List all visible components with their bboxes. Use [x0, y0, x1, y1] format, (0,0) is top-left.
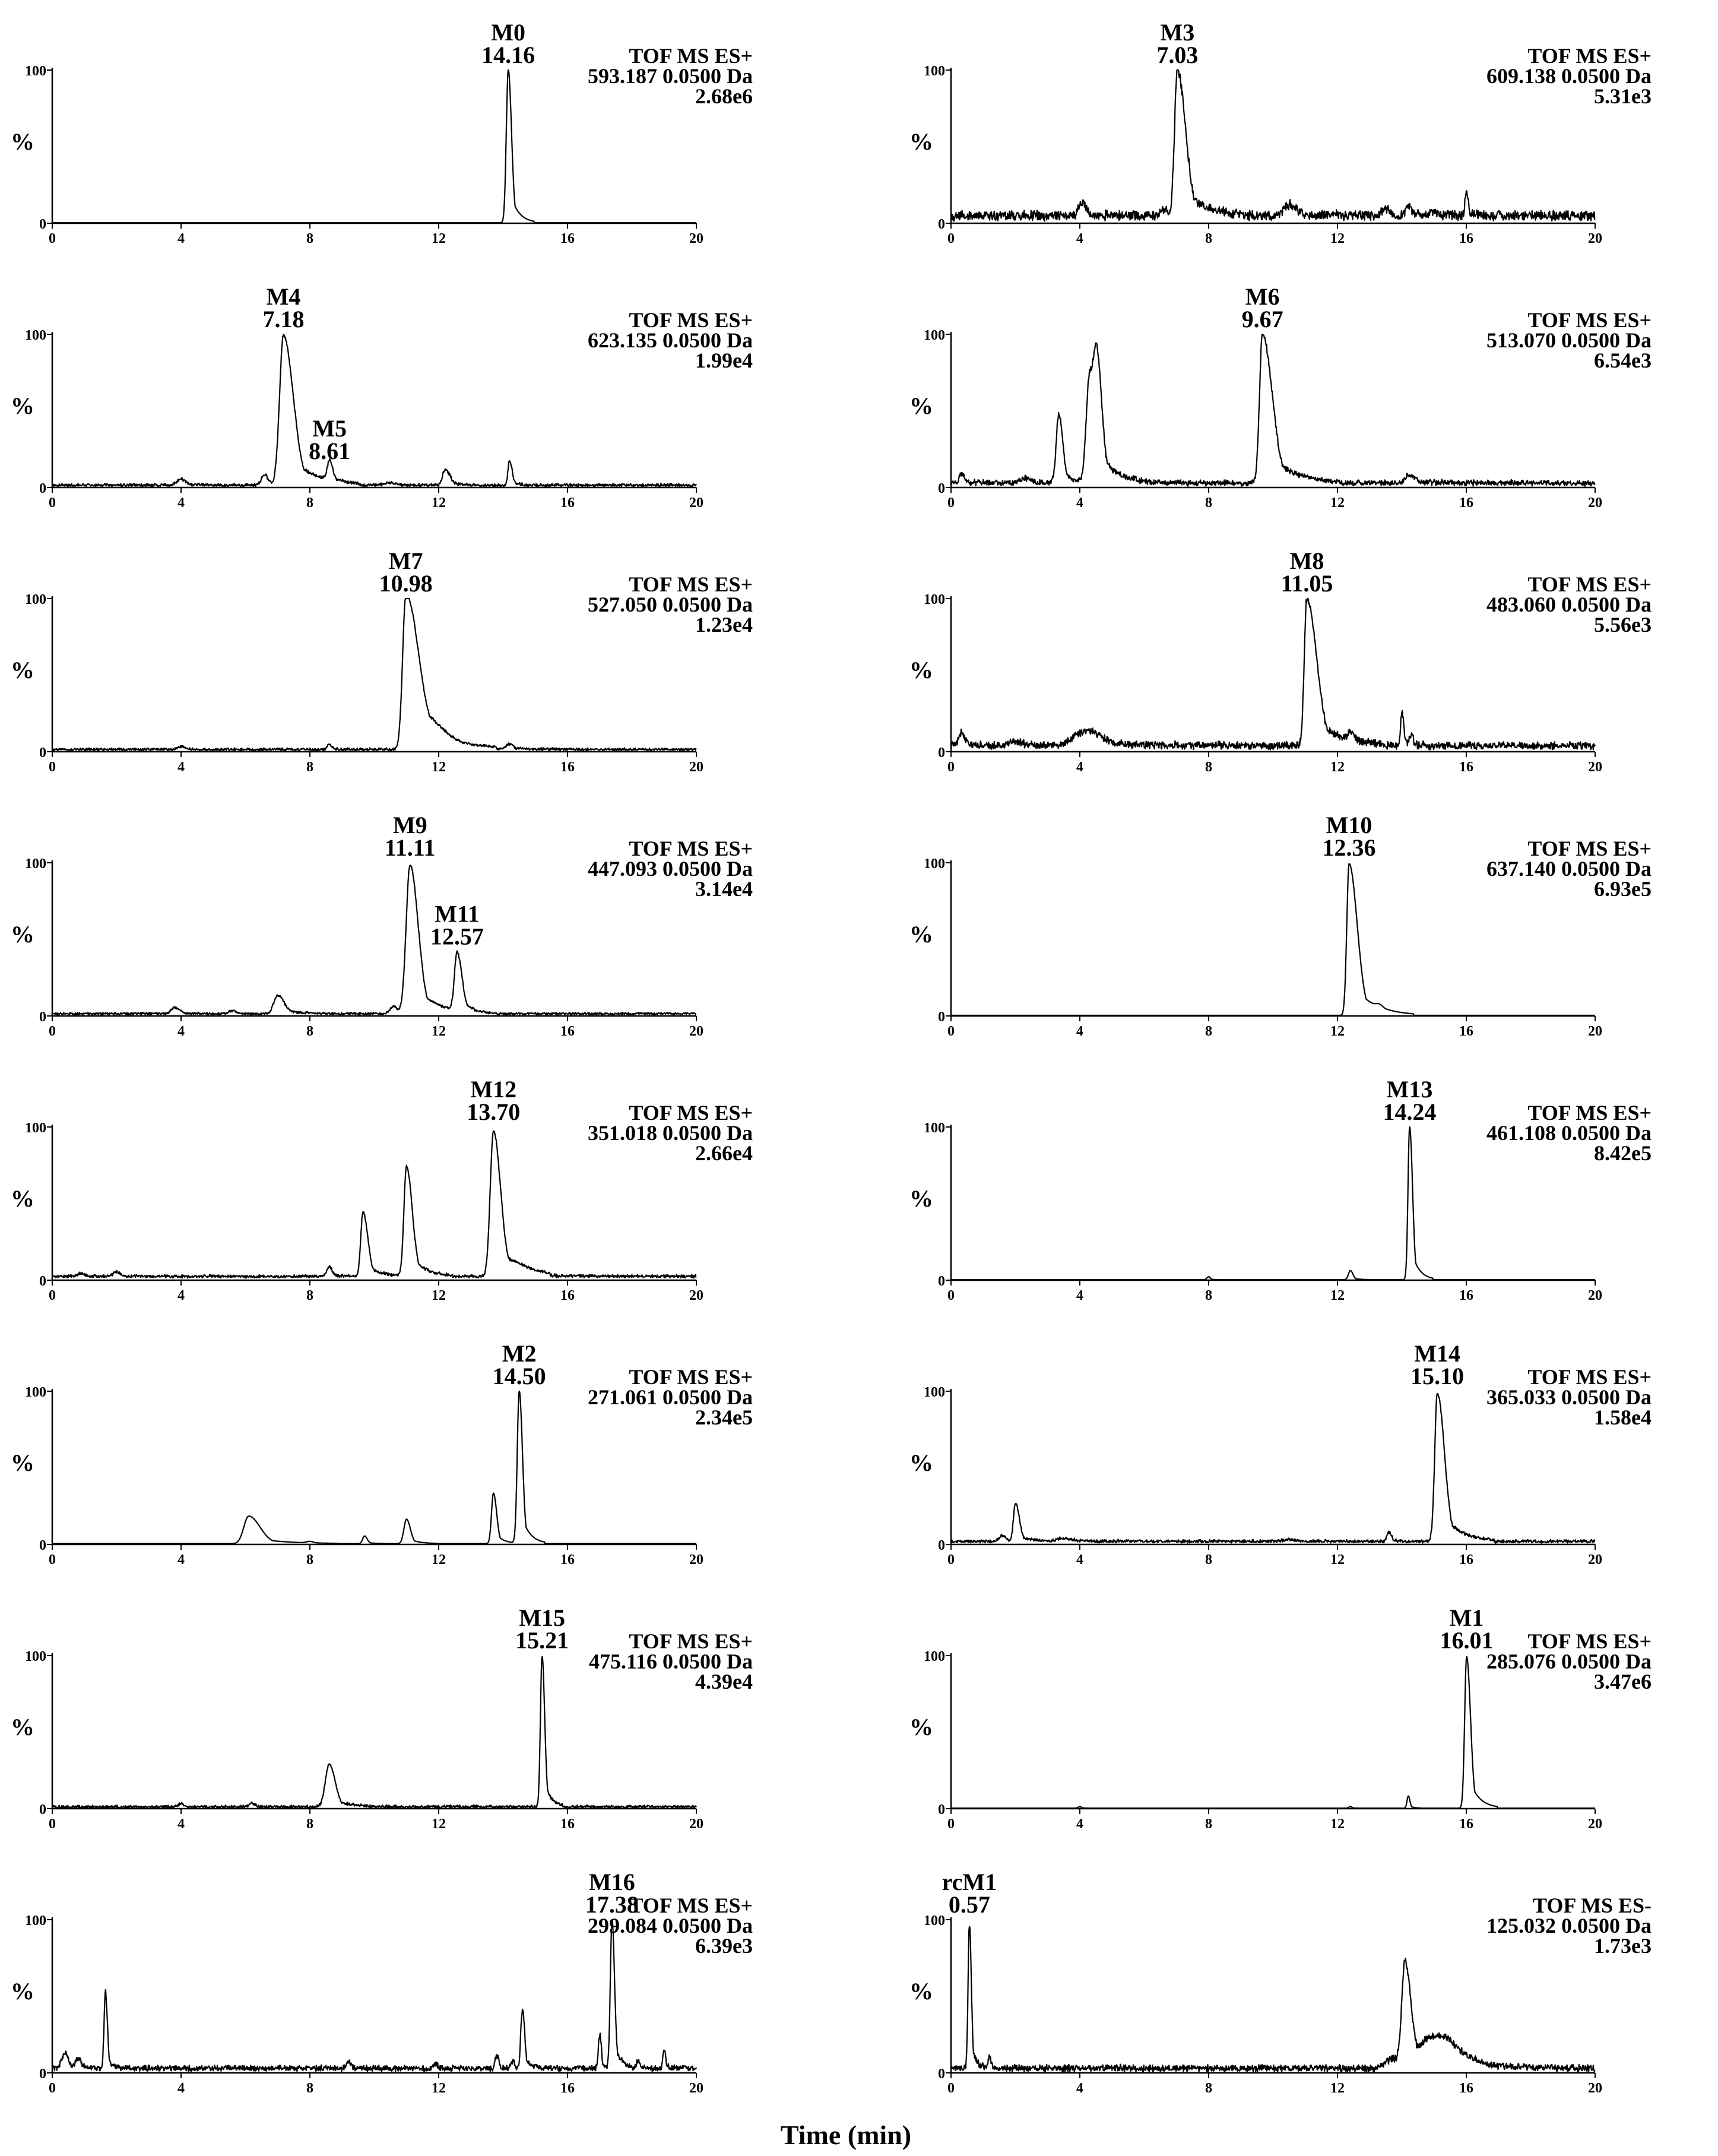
x-tick-label: 12 [432, 1288, 446, 1303]
ms-info-line: 285.076 0.0500 Da [1486, 1650, 1652, 1673]
y-tick-label: 0 [938, 481, 945, 496]
panel-m6 [909, 283, 1652, 511]
panel-m9-m11 [11, 812, 753, 1039]
x-tick-label: 12 [1330, 1288, 1345, 1303]
peak-rt-label: 7.18 [262, 306, 305, 333]
x-tick-label: 0 [947, 495, 955, 511]
x-tick-label: 20 [1588, 759, 1602, 775]
y-tick-label: 0 [938, 1274, 945, 1289]
trace-line [951, 1657, 1595, 1808]
peak-name-label: M6 [1245, 283, 1280, 310]
y-tick-label: 0 [938, 1009, 945, 1025]
panel-m1 [909, 1604, 1652, 1832]
y-tick-label: 100 [25, 64, 46, 79]
panels-group [11, 19, 1652, 2096]
peak-name-label: M4 [266, 283, 301, 310]
x-tick-label: 8 [1205, 759, 1212, 775]
peak-name-label: rcM1 [942, 1869, 997, 1895]
y-axis-label: % [909, 1449, 933, 1476]
x-axis-title: Time (min) [780, 2120, 912, 2150]
ms-info-line: 4.39e4 [695, 1670, 753, 1693]
ms-info-line: 6.93e5 [1594, 877, 1652, 901]
x-tick-label: 20 [1588, 1288, 1602, 1303]
peak-rt-label: 8.61 [309, 437, 351, 464]
y-tick-label: 0 [39, 1538, 46, 1553]
x-tick-label: 20 [689, 1816, 703, 1832]
ms-info-line: 483.060 0.0500 Da [1486, 593, 1652, 616]
x-tick-label: 12 [1330, 1024, 1345, 1039]
x-tick-label: 8 [1205, 231, 1212, 246]
x-tick-label: 20 [1588, 495, 1602, 511]
x-tick-label: 20 [689, 495, 703, 511]
ms-info-line: 5.31e3 [1594, 84, 1652, 108]
panel-m12 [11, 1076, 753, 1303]
x-tick-label: 12 [432, 1552, 446, 1568]
trace-line [951, 864, 1595, 1015]
ms-info-line: 1.23e4 [695, 613, 753, 637]
panel-m14 [909, 1340, 1652, 1568]
panel-m0 [11, 19, 753, 246]
x-tick-label: 16 [1459, 1552, 1473, 1568]
peak-name-label: M2 [502, 1340, 537, 1367]
panel-m2 [11, 1340, 753, 1568]
y-axis-label: % [11, 1185, 34, 1212]
ms-info-line: 461.108 0.0500 Da [1486, 1121, 1652, 1145]
x-tick-label: 16 [560, 1024, 575, 1039]
y-tick-label: 100 [924, 1913, 945, 1929]
x-tick-label: 4 [177, 231, 185, 246]
x-tick-label: 8 [1205, 1024, 1212, 1039]
x-tick-label: 12 [1330, 1552, 1345, 1568]
panel-m16 [11, 1869, 753, 2096]
x-tick-label: 20 [689, 231, 703, 246]
x-tick-label: 4 [177, 1024, 185, 1039]
panel-m4-m5 [11, 283, 753, 511]
x-tick-label: 12 [432, 759, 446, 775]
x-tick-label: 0 [947, 231, 955, 246]
y-axis-label: % [11, 921, 34, 948]
x-tick-label: 16 [1459, 1024, 1473, 1039]
y-tick-label: 0 [938, 217, 945, 232]
x-tick-label: 4 [1076, 2081, 1083, 2096]
y-tick-label: 100 [924, 1120, 945, 1136]
peak-rt-label: 15.21 [515, 1627, 569, 1654]
ms-info-line: TOF MS ES+ [629, 1629, 753, 1653]
ms-info-line: TOF MS ES+ [629, 837, 753, 860]
ms-info-line: 1.73e3 [1594, 1934, 1652, 1958]
x-tick-label: 12 [432, 1816, 446, 1832]
peak-name-label: M15 [519, 1604, 566, 1631]
x-tick-label: 0 [947, 1816, 955, 1832]
peak-name-label: M8 [1289, 547, 1324, 574]
y-tick-label: 100 [25, 1120, 46, 1136]
y-axis-label: % [11, 1714, 34, 1740]
trace-line [52, 70, 696, 223]
x-tick-label: 4 [1076, 1816, 1083, 1832]
peak-rt-label: 0.57 [948, 1891, 990, 1918]
x-tick-label: 0 [947, 759, 955, 775]
peak-rt-label: 16.01 [1440, 1627, 1494, 1654]
x-tick-label: 12 [432, 495, 446, 511]
x-tick-label: 12 [432, 1024, 446, 1039]
ms-info-line: 271.061 0.0500 Da [588, 1385, 753, 1409]
ms-info-line: 609.138 0.0500 Da [1486, 64, 1652, 88]
peak-name-label: M1 [1449, 1604, 1484, 1631]
x-tick-label: 8 [306, 231, 313, 246]
y-axis-label: % [11, 657, 34, 683]
x-tick-label: 8 [306, 1816, 313, 1832]
peak-rt-label: 12.36 [1322, 834, 1376, 861]
x-tick-label: 4 [1076, 495, 1083, 511]
ms-info-line: 299.084 0.0500 Da [588, 1914, 753, 1937]
y-axis-label: % [11, 128, 34, 155]
x-tick-label: 4 [1076, 1024, 1083, 1039]
x-tick-label: 20 [1588, 1552, 1602, 1568]
ms-info-line: 2.66e4 [695, 1141, 753, 1165]
y-tick-label: 0 [39, 1802, 46, 1818]
peak-rt-label: 14.24 [1383, 1098, 1437, 1125]
ms-info-line: 637.140 0.0500 Da [1486, 857, 1652, 881]
x-tick-label: 20 [1588, 2081, 1602, 2096]
ms-info-line: TOF MS ES+ [1527, 308, 1652, 332]
peak-rt-label: 12.57 [430, 923, 484, 950]
peak-rt-label: 10.98 [379, 570, 433, 597]
ms-info-line: TOF MS ES+ [629, 308, 753, 332]
y-axis-label: % [909, 921, 933, 948]
trace-line [951, 1927, 1595, 2072]
x-tick-label: 16 [1459, 1288, 1473, 1303]
x-tick-label: 0 [49, 1024, 56, 1039]
ms-info-line: TOF MS ES+ [629, 572, 753, 596]
peak-name-label: M16 [588, 1869, 635, 1895]
ms-info-line: TOF MS ES+ [1527, 1365, 1652, 1389]
panel-m10 [909, 812, 1652, 1039]
x-tick-label: 0 [947, 1552, 955, 1568]
ms-info-line: 6.54e3 [1594, 349, 1652, 372]
x-tick-label: 4 [177, 759, 185, 775]
panel-m13 [909, 1076, 1652, 1303]
y-tick-label: 0 [39, 1274, 46, 1289]
ms-info-line: TOF MS ES- [1532, 1894, 1652, 1917]
y-axis-label: % [909, 1714, 933, 1740]
ms-info-line: 5.56e3 [1594, 613, 1652, 637]
x-tick-label: 8 [306, 495, 313, 511]
x-tick-label: 16 [1459, 759, 1473, 775]
y-tick-label: 100 [25, 1385, 46, 1400]
peak-rt-label: 14.16 [481, 42, 535, 68]
x-tick-label: 0 [947, 2081, 955, 2096]
peak-rt-label: 11.05 [1280, 570, 1333, 597]
ms-info-line: 623.135 0.0500 Da [588, 328, 753, 352]
x-tick-label: 8 [1205, 1816, 1212, 1832]
x-tick-label: 12 [432, 2081, 446, 2096]
y-axis-label: % [11, 392, 34, 419]
peak-rt-label: 9.67 [1241, 306, 1283, 333]
peak-rt-label: 14.50 [492, 1363, 546, 1389]
x-tick-label: 12 [1330, 495, 1345, 511]
ms-info-line: TOF MS ES+ [1527, 1629, 1652, 1653]
x-tick-label: 16 [1459, 1816, 1473, 1832]
x-tick-label: 8 [1205, 1288, 1212, 1303]
x-tick-label: 0 [947, 1024, 955, 1039]
x-tick-label: 12 [432, 231, 446, 246]
x-tick-label: 16 [560, 1816, 575, 1832]
ms-info-line: 3.47e6 [1594, 1670, 1652, 1693]
peak-name-label: M5 [312, 414, 347, 442]
y-tick-label: 0 [39, 2066, 46, 2082]
x-tick-label: 20 [1588, 231, 1602, 246]
trace-line [52, 1657, 696, 1809]
x-tick-label: 0 [49, 1816, 56, 1832]
x-tick-label: 8 [306, 759, 313, 775]
x-tick-label: 16 [1459, 2081, 1473, 2096]
x-tick-label: 0 [49, 231, 56, 246]
peak-rt-label: 11.11 [384, 834, 436, 861]
y-tick-label: 100 [25, 1913, 46, 1929]
x-tick-label: 0 [49, 1288, 56, 1303]
ms-info-line: TOF MS ES+ [1527, 1101, 1652, 1125]
trace-line [52, 599, 696, 751]
y-tick-label: 0 [938, 745, 945, 761]
x-tick-label: 0 [49, 759, 56, 775]
y-tick-label: 100 [25, 328, 46, 343]
x-tick-label: 8 [306, 1552, 313, 1568]
y-axis-label: % [909, 1185, 933, 1212]
y-tick-label: 0 [39, 217, 46, 232]
trace-line [52, 1131, 696, 1278]
ms-info-line: 1.99e4 [695, 349, 753, 372]
ms-info-line: 527.050 0.0500 Da [588, 593, 753, 616]
ms-info-line: TOF MS ES+ [629, 44, 753, 68]
peak-name-label: M0 [491, 19, 526, 46]
x-tick-label: 20 [689, 759, 703, 775]
x-tick-label: 12 [1330, 1816, 1345, 1832]
ms-info-line: TOF MS ES+ [629, 1894, 753, 1917]
trace-line [951, 599, 1595, 750]
ms-info-line: 6.39e3 [695, 1934, 753, 1958]
peak-name-label: M7 [388, 547, 423, 574]
x-tick-label: 16 [560, 1552, 575, 1568]
x-tick-label: 0 [49, 2081, 56, 2096]
y-tick-label: 100 [25, 592, 46, 607]
ms-info-line: TOF MS ES+ [1527, 44, 1652, 68]
y-axis-label: % [909, 1978, 933, 2005]
y-tick-label: 100 [924, 1649, 945, 1664]
x-tick-label: 20 [1588, 1816, 1602, 1832]
ms-info-line: TOF MS ES+ [1527, 837, 1652, 860]
ms-info-line: 475.116 0.0500 Da [588, 1650, 753, 1673]
peak-name-label: M12 [470, 1076, 517, 1103]
peak-name-label: M10 [1326, 812, 1373, 838]
trace-line [52, 1391, 696, 1544]
x-tick-label: 4 [177, 1288, 185, 1303]
x-tick-label: 16 [560, 759, 575, 775]
y-axis-label: % [909, 392, 933, 419]
x-tick-label: 0 [947, 1288, 955, 1303]
x-tick-label: 20 [689, 1288, 703, 1303]
ms-info-line: 351.018 0.0500 Da [588, 1121, 753, 1145]
ms-info-line: 1.58e4 [1594, 1405, 1652, 1429]
y-axis-label: % [11, 1978, 34, 2005]
trace-line [951, 70, 1595, 221]
y-tick-label: 0 [39, 1009, 46, 1025]
x-tick-label: 8 [306, 1024, 313, 1039]
panel-m8 [909, 547, 1652, 775]
peak-rt-label: 15.10 [1410, 1363, 1465, 1389]
y-tick-label: 100 [924, 328, 945, 343]
y-tick-label: 0 [39, 481, 46, 496]
x-tick-label: 8 [1205, 2081, 1212, 2096]
panel-m7 [11, 547, 753, 775]
peak-name-label: M3 [1160, 19, 1195, 46]
x-tick-label: 20 [1588, 1024, 1602, 1039]
ms-info-line: TOF MS ES+ [629, 1101, 753, 1125]
x-tick-label: 12 [1330, 231, 1345, 246]
ms-info-line: TOF MS ES+ [629, 1365, 753, 1389]
x-tick-label: 4 [1076, 231, 1083, 246]
x-tick-label: 8 [1205, 1552, 1212, 1568]
peak-name-label: M14 [1414, 1340, 1461, 1367]
peak-name-label: M9 [392, 812, 427, 838]
x-tick-label: 4 [1076, 1552, 1083, 1568]
ms-info-line: 3.14e4 [695, 877, 753, 901]
ms-info-line: 447.093 0.0500 Da [588, 857, 753, 881]
ms-info-line: 365.033 0.0500 Da [1486, 1385, 1652, 1409]
x-tick-label: 4 [1076, 759, 1083, 775]
y-axis-label: % [11, 1449, 34, 1476]
x-tick-label: 16 [560, 495, 575, 511]
ms-info-line: 2.34e5 [695, 1405, 753, 1429]
ms-info-line: TOF MS ES+ [1527, 572, 1652, 596]
trace-line [951, 1127, 1595, 1280]
x-tick-label: 16 [1459, 231, 1473, 246]
x-tick-label: 0 [49, 1552, 56, 1568]
x-tick-label: 12 [1330, 2081, 1345, 2096]
ms-info-line: 593.187 0.0500 Da [588, 64, 753, 88]
x-tick-label: 4 [177, 2081, 185, 2096]
x-tick-label: 20 [689, 2081, 703, 2096]
panel-m15 [11, 1604, 753, 1832]
panel-rcm1 [909, 1869, 1652, 2096]
peak-name-label: M13 [1386, 1076, 1433, 1103]
x-tick-label: 8 [306, 1288, 313, 1303]
y-tick-label: 0 [938, 1538, 945, 1553]
x-tick-label: 16 [560, 1288, 575, 1303]
y-tick-label: 0 [938, 1802, 945, 1818]
x-tick-label: 16 [1459, 495, 1473, 511]
y-tick-label: 100 [924, 64, 945, 79]
x-tick-label: 4 [177, 1816, 185, 1832]
trace-line [951, 1394, 1595, 1543]
y-axis-label: % [909, 128, 933, 155]
x-tick-label: 20 [689, 1552, 703, 1568]
peak-rt-label: 7.03 [1156, 42, 1199, 68]
y-tick-label: 100 [25, 856, 46, 872]
peak-name-label: M11 [435, 900, 480, 927]
x-tick-label: 8 [1205, 495, 1212, 511]
y-tick-label: 0 [39, 745, 46, 761]
y-tick-label: 100 [924, 1385, 945, 1400]
x-tick-label: 4 [1076, 1288, 1083, 1303]
y-tick-label: 100 [25, 1649, 46, 1664]
y-tick-label: 100 [924, 856, 945, 872]
trace-line [951, 334, 1595, 486]
x-tick-label: 16 [560, 2081, 575, 2096]
x-tick-label: 0 [49, 495, 56, 511]
ms-info-line: 125.032 0.0500 Da [1486, 1914, 1652, 1937]
x-tick-label: 4 [177, 1552, 185, 1568]
ms-info-line: 2.68e6 [695, 84, 753, 108]
panel-m3 [909, 19, 1652, 246]
peak-rt-label: 13.70 [467, 1098, 521, 1125]
y-axis-label: % [909, 657, 933, 683]
trace-line [52, 334, 696, 487]
trace-line [52, 865, 696, 1015]
ms-info-line: 513.070 0.0500 Da [1486, 328, 1652, 352]
y-tick-label: 100 [924, 592, 945, 607]
x-tick-label: 12 [1330, 759, 1345, 775]
x-tick-label: 20 [689, 1024, 703, 1039]
x-tick-label: 16 [560, 231, 575, 246]
trace-line [52, 1920, 696, 2072]
y-tick-label: 0 [938, 2066, 945, 2082]
peak-rt-label: 17.38 [585, 1891, 639, 1918]
x-tick-label: 8 [306, 2081, 313, 2096]
ms-info-line: 8.42e5 [1594, 1141, 1652, 1165]
x-tick-label: 4 [177, 495, 185, 511]
